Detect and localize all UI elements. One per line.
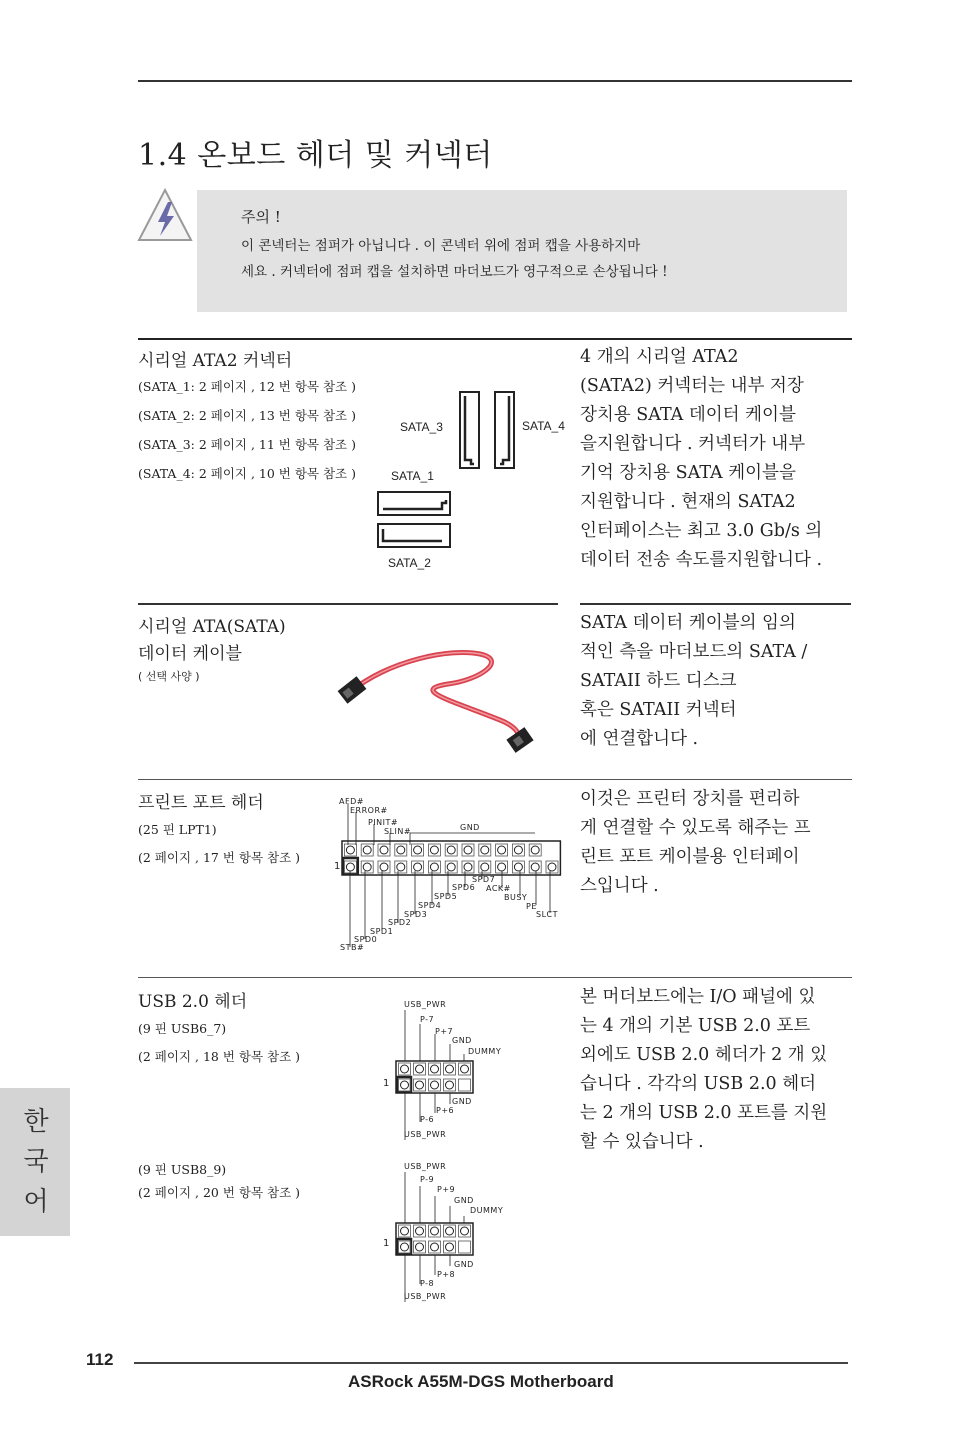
usb2-pin-p-plus-bottom: P+8 <box>437 1270 456 1279</box>
pin-one-marker: 1 <box>334 861 341 872</box>
pin-stb: STB# <box>340 943 365 952</box>
lpt-pin <box>464 846 472 854</box>
lpt-pin <box>481 863 489 871</box>
usb-desc-line: 는 4 개의 기본 USB 2.0 포트 <box>580 1016 811 1036</box>
page-title: 1.4 온보드 헤더 및 커넥터 <box>138 138 493 173</box>
lpt-pin <box>531 863 539 871</box>
usb2-pin-p-plus: P+9 <box>437 1185 456 1194</box>
usb1-pin-one-marker: 1 <box>383 1078 390 1089</box>
lpt-pin <box>380 863 388 871</box>
lpt-pin <box>464 863 472 871</box>
sata1-label: SATA_1 <box>391 469 434 483</box>
side-tab-char: 한 <box>23 1107 49 1137</box>
sata3-label: SATA_3 <box>400 420 443 434</box>
sata-description <box>580 343 822 575</box>
pin-busy: BUSY <box>504 893 528 902</box>
usb-pin <box>461 1065 469 1073</box>
printer-desc-line: 린트 포트 케이블용 인터페이 <box>580 847 800 867</box>
pin-spd7: SPD7 <box>472 875 496 884</box>
pin-error: ERROR# <box>350 806 388 815</box>
usb-pin <box>416 1243 424 1251</box>
cable-section-rule-right <box>580 603 851 605</box>
printer-section-rule <box>138 779 852 780</box>
usb-heading: USB 2.0 헤더 <box>138 992 248 1012</box>
top-rule <box>138 80 852 82</box>
usb2-pin-usbpwr-top: USB_PWR <box>404 1162 447 1171</box>
side-tab-char: 어 <box>23 1187 49 1217</box>
usb-section-rule <box>138 977 852 978</box>
printer-desc-line: 이것은 프린터 장치를 편리하 <box>580 789 800 809</box>
lpt-pin <box>447 846 455 854</box>
sata-heading: 시리얼 ATA2 커넥터 <box>138 351 293 371</box>
lpt-pin <box>397 846 405 854</box>
usb1-pin-gnd-top: GND <box>452 1036 472 1045</box>
cable-heading-2: 데이터 케이블 <box>138 644 242 664</box>
usb-pin <box>431 1227 439 1235</box>
cable-desc-line: 에 연결합니다 . <box>580 729 699 749</box>
usb-pin <box>401 1081 409 1089</box>
lpt-pin <box>430 846 438 854</box>
page-number: 112 <box>86 1350 114 1369</box>
usb-header1-ref: (2 페이지 , 18 번 항목 참조 ) <box>138 1049 300 1064</box>
usb1-pin-p-plus-bottom: P+6 <box>436 1106 455 1115</box>
lpt-pin <box>346 846 354 854</box>
usb-pin <box>431 1065 439 1073</box>
cable-heading-1: 시리얼 ATA(SATA) <box>138 617 286 637</box>
sata-ref-1: (SATA_1: 2 페이지 , 12 번 항목 참조 ) <box>138 379 356 394</box>
usb-pin <box>431 1081 439 1089</box>
sata-ref-2: (SATA_2: 2 페이지 , 13 번 항목 참조 ) <box>138 408 356 423</box>
sata4-label: SATA_4 <box>522 419 565 433</box>
usb-header2-diagram <box>380 1160 520 1305</box>
usb-desc-line: 할 수 있습니다 . <box>580 1132 704 1152</box>
cable-desc-line: 혹은 SATAII 커넥터 <box>580 700 737 720</box>
usb-pin <box>446 1081 454 1089</box>
usb2-pin-p-minus-bottom: P-8 <box>420 1279 435 1288</box>
sata-desc-line: 기억 장치용 SATA 케이블을 <box>580 463 796 483</box>
pin-slct: SLCT <box>536 910 559 919</box>
usb-header1-sub: (9 핀 USB6_7) <box>138 1021 227 1036</box>
sata-desc-line: 4 개의 시리얼 ATA2 <box>580 347 739 367</box>
usb-header1-diagram <box>380 998 520 1143</box>
lpt-pin <box>498 863 506 871</box>
usb-pin <box>446 1243 454 1251</box>
pin-spd0: SPD0 <box>354 935 378 944</box>
pin-pinit: PINIT# <box>368 818 399 827</box>
usb-desc-line: 본 머더보드에는 I/O 패널에 있 <box>580 987 816 1007</box>
pin-spd6: SPD6 <box>452 883 476 892</box>
lpt-pin <box>397 863 405 871</box>
lpt-pin <box>498 846 506 854</box>
lpt-pin <box>414 846 422 854</box>
sata-section-rule <box>138 338 852 340</box>
usb2-pin-p-minus: P-9 <box>420 1175 435 1184</box>
lpt-pin <box>414 863 422 871</box>
sata2-label: SATA_2 <box>388 556 431 570</box>
usb-desc-line: 습니다 . 각각의 USB 2.0 헤더 <box>580 1074 817 1094</box>
caution-line-1: 이 콘넥터는 점퍼가 아닙니다 . 이 콘넥터 위에 점퍼 캡을 사용하지마 <box>241 238 641 254</box>
pin-ack: ACK# <box>486 884 511 893</box>
usb-pin <box>416 1081 424 1089</box>
usb-desc-line: 는 2 개의 USB 2.0 포트를 지원 <box>580 1103 828 1123</box>
printer-desc-line: 스입니다 . <box>580 876 659 896</box>
pin-spd3: SPD3 <box>404 910 428 919</box>
usb1-pin-usbpwr-top: USB_PWR <box>404 1000 447 1009</box>
printer-heading: 프린트 포트 헤더 <box>138 793 264 813</box>
sata-desc-line: 데이터 전송 속도를지원합니다 . <box>580 550 823 570</box>
caution-heading: 주의 ! <box>241 208 281 226</box>
lpt-pin <box>380 846 388 854</box>
pin-slin: SLIN# <box>384 827 412 836</box>
printer-header-diagram <box>330 795 570 955</box>
lpt-pin <box>430 863 438 871</box>
usb-pin <box>461 1227 469 1235</box>
pin-afd: AFD# <box>339 797 364 806</box>
usb-pin <box>416 1065 424 1073</box>
sata-ref-4: (SATA_4: 2 페이지 , 10 번 항목 참조 ) <box>138 466 356 481</box>
language-side-tab <box>0 1088 70 1236</box>
printer-description <box>580 785 811 901</box>
usb-pin <box>431 1243 439 1251</box>
cable-desc-line: SATA 데이터 케이블의 임의 <box>580 613 796 633</box>
usb-description <box>580 983 827 1157</box>
lpt-pin <box>447 863 455 871</box>
usb-pin <box>401 1227 409 1235</box>
cable-desc-line: SATAII 하드 디스크 <box>580 671 737 691</box>
sata-desc-line: 지원합니다 . 현재의 SATA2 <box>580 492 796 512</box>
printer-desc-line: 게 연결할 수 있도록 해주는 프 <box>580 818 811 838</box>
usb1-pin-dummy: DUMMY <box>468 1047 502 1056</box>
usb1-pin-p-minus: P-7 <box>420 1015 435 1024</box>
printer-sub: (25 핀 LPT1) <box>138 822 217 837</box>
lpt-pin <box>531 846 539 854</box>
lpt-pin <box>363 863 371 871</box>
warning-icon <box>136 186 194 244</box>
pin-gnd: GND <box>460 823 480 832</box>
sata-desc-line: 장치용 SATA 데이터 케이블 <box>580 405 796 425</box>
usb-pin <box>401 1065 409 1073</box>
footer-rule <box>134 1362 848 1364</box>
side-tab-char: 국 <box>23 1147 49 1177</box>
lpt-pin <box>548 863 556 871</box>
sata-cable-image <box>330 640 550 760</box>
usb-pin <box>416 1227 424 1235</box>
pin-spd2: SPD2 <box>388 918 412 927</box>
usb2-pin-one-marker: 1 <box>383 1238 390 1249</box>
lpt-pin <box>514 846 522 854</box>
lpt-pin <box>481 846 489 854</box>
lpt-pin <box>346 863 354 871</box>
lpt-pin <box>514 863 522 871</box>
sata-desc-line: 인터페이스는 최고 3.0 Gb/s 의 <box>580 521 823 541</box>
usb-header2-ref: (2 페이지 , 20 번 항목 참조 ) <box>138 1185 300 1200</box>
pin-pe: PE <box>526 902 537 911</box>
side-tab-text <box>16 1102 56 1222</box>
cable-desc-line: 적인 측을 마더보드의 SATA / <box>580 642 808 662</box>
cable-section-rule-left <box>138 603 558 605</box>
usb-pin <box>446 1227 454 1235</box>
caution-box <box>197 190 847 312</box>
printer-ref: (2 페이지 , 17 번 항목 참조 ) <box>138 850 300 865</box>
usb-pin <box>401 1243 409 1251</box>
usb2-pin-gnd-bottom: GND <box>454 1260 474 1269</box>
caution-line-2: 세요 . 커넥터에 점퍼 캡을 설치하면 마더보드가 영구적으로 손상됩니다 ! <box>241 264 668 280</box>
lpt-pin <box>363 846 371 854</box>
usb-pin <box>446 1065 454 1073</box>
pin-spd1: SPD1 <box>370 927 394 936</box>
pin-spd5: SPD5 <box>434 892 458 901</box>
usb2-pin-dummy: DUMMY <box>470 1206 504 1215</box>
footer-product: ASRock A55M-DGS Motherboard <box>348 1372 614 1391</box>
usb1-pin-p-minus-bottom: P-6 <box>420 1115 435 1124</box>
pin-spd4: SPD4 <box>418 901 442 910</box>
cable-description <box>580 609 807 754</box>
sata-ref-3: (SATA_3: 2 페이지 , 11 번 항목 참조 ) <box>138 437 356 452</box>
usb1-pin-gnd-bottom: GND <box>452 1097 472 1106</box>
usb1-pin-p-plus: P+7 <box>435 1027 454 1036</box>
sata-desc-line: (SATA2) 커넥터는 내부 저장 <box>580 376 804 396</box>
usb1-pin-usbpwr-bottom: USB_PWR <box>404 1130 447 1139</box>
usb2-pin-usbpwr-bottom: USB_PWR <box>404 1292 447 1301</box>
usb-desc-line: 외에도 USB 2.0 헤더가 2 개 있 <box>580 1045 828 1065</box>
sata-desc-line: 을지원합니다 . 커넥터가 내부 <box>580 434 806 454</box>
cable-note: ( 선택 사양 ) <box>138 670 200 683</box>
usb-header2-sub: (9 핀 USB8_9) <box>138 1162 227 1177</box>
usb2-pin-gnd-top: GND <box>454 1196 474 1205</box>
